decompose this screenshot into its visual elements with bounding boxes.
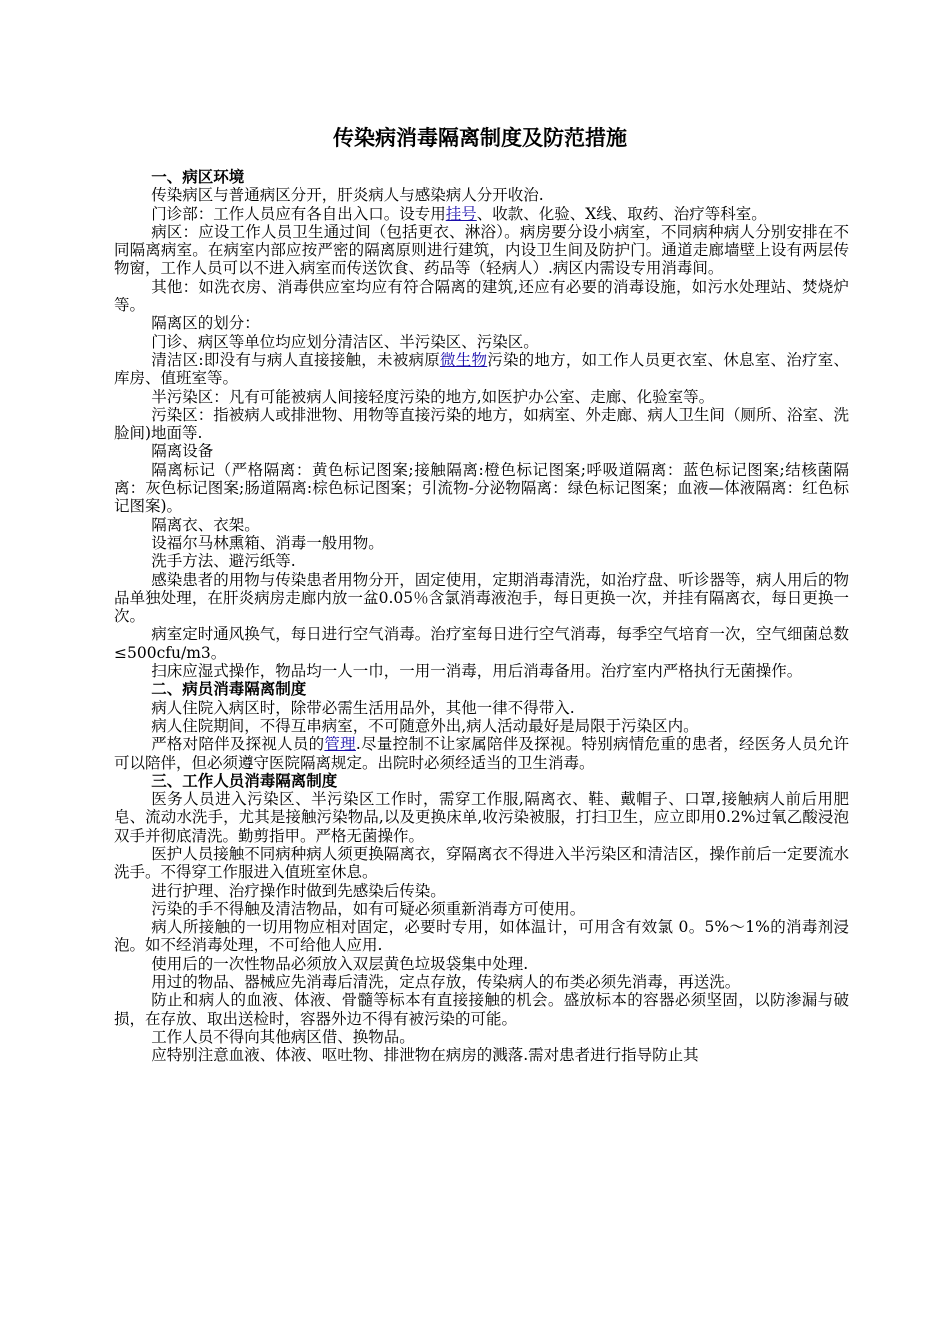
section-heading-staff-isolation: 三、工作人员消毒隔离制度 [151, 771, 338, 790]
paragraph: 污染区：指被病人或排泄物、用物等直接污染的地方，如病室、外走廊、病人卫生间（厕所、浴室、洗脸间)地面等. [114, 405, 849, 443]
paragraph: 半污染区：凡有可能被病人间接轻度污染的地方,如医护办公室、走廊、化验室等。 [151, 387, 715, 406]
paragraph: 用过的物品、器械应先消毒后清洗，定点存放，传染病人的布类必须先消毒，再送洗。 [151, 973, 741, 992]
document-title: 传染病消毒隔离制度及防范措施 [333, 126, 627, 150]
paragraph: 病室定时通风换气，每日进行空气消毒。治疗室每日进行空气消毒，每季空气培育一次，空气细菌总数≤500cfu/m3。 [114, 625, 849, 662]
paragraph: 工作人员不得向其他病区借、换物品。 [151, 1027, 415, 1046]
paragraph: 门诊部：工作人员应有各自出入口。设专用挂号、收款、化验、X线、取药、治疗等科室。 [151, 204, 767, 223]
paragraph: 感染患者的用物与传染患者用物分开，固定使用，定期消毒清洗，如治疗盘、听诊器等，病人用后的物品单独处理，在肝炎病房走廊内放一盆0.05％含氯消毒液泡手，每日更换一次，并挂有隔离衣，每日更换一次。 [114, 570, 849, 626]
paragraph: 使用后的一次性物品必须放入双层黄色垃圾袋集中处理. [151, 954, 529, 973]
paragraph: 隔离设备 [151, 442, 214, 461]
paragraph: 污染的手不得触及清洁物品，如有可疑必须重新消毒方可使用。 [151, 899, 586, 918]
paragraph: 防止和病人的血液、体液、骨髓等标本有直接接触的机会。盛放标本的容器必须坚固，以防渗漏与破损，在存放、取出送检时，容器外边不得有被污染的可能。 [114, 991, 849, 1028]
paragraph: 门诊、病区等单位均应划分清洁区、半污染区、污染区。 [151, 332, 539, 351]
paragraph: 隔离衣、衣架。 [151, 515, 260, 534]
section-heading-patient-isolation: 二、病员消毒隔离制度 [151, 680, 307, 699]
paragraph: 隔离区的划分： [151, 314, 260, 333]
section-heading-ward-environment: 一、病区环境 [151, 168, 245, 186]
paragraph: 医护人员接触不同病种病人须更换隔离衣，穿隔离衣不得进入半污染区和清洁区，操作前后一定要流水洗手。不得穿工作服进入值班室休息。 [114, 844, 849, 882]
paragraph: 进行护理、治疗操作时做到先感染后传染。 [151, 881, 446, 900]
paragraph: 其他：如洗衣房、消毒供应室均应有符合隔离的建筑,还应有必要的消毒设施，如污水处理站、焚烧炉等。 [114, 277, 849, 315]
paragraph: 传染病区与普通病区分开，肝炎病人与感染病人分开收治. [151, 186, 544, 205]
paragraph: 病人住院入病区时，除带必需生活用品外，其他一律不得带入. [151, 698, 575, 717]
paragraph: 医务人员进入污染区、半污染区工作时，需穿工作服,隔离衣、鞋、戴帽子、口罩,接触病人前后用肥皂、流动水洗手，尤其是接触污染物品,以及更换床单,收污染被服，打扫卫生，应立即用0.2%过氧乙酸浸泡双手并彻底清洗。勤剪指甲。严格无菌操作。 [114, 790, 849, 845]
paragraph: 隔离标记（严格隔离：黄色标记图案;接触隔离:橙色标记图案;呼吸道隔离：蓝色标记图案;结核菌隔离：灰色标记图案;肠道隔离:棕色标记图案；引流物-分泌物隔离：绿色标记图案；血液—体液隔离：红色标记图案)。 [114, 460, 849, 516]
paragraph: 设福尔马林熏箱、消毒一般用物。 [151, 533, 384, 552]
paragraph: 洗手方法、避污纸等. [151, 552, 296, 571]
document-body [114, 168, 849, 1065]
paragraph: 病人所接触的一切用物应相对固定，必要时专用，如体温计，可用含有效氯 0。5%～1%的消毒剂浸泡。如不经消毒处理，不可给他人应用. [114, 918, 849, 955]
paragraph: 病区：应设工作人员卫生通过间（包括更衣、淋浴）。病房要分设小病室，不同病种病人分别安排在不同隔离病室。在病室内部应按严密的隔离原则进行建筑，内设卫生间及防护门。通道走廊墙壁上设有两层传物窗，工作人员可以不进入病室而传送饮食、药品等（轻病人）.病区内需设专用消毒间。 [114, 222, 849, 278]
microorganism-link[interactable]: 微生物 [439, 350, 488, 369]
paragraph: 应特别注意血液、体液、呕吐物、排泄物在病房的溅落.需对患者进行指导防止其 [151, 1046, 699, 1065]
registration-link[interactable]: 挂号 [445, 204, 477, 223]
paragraph: 清洁区:即没有与病人直接接触，未被病原微生物污染的地方，如工作人员更衣室、休息室、治疗室、库房、值班室等。 [114, 350, 849, 388]
paragraph: 扫床应湿式操作，物品均一人一巾，一用一消毒，用后消毒备用。治疗室内严格执行无菌操作。 [151, 662, 803, 681]
paragraph: 病人住院期间，不得互串病室，不可随意外出,病人活动最好是局限于污染区内。 [151, 716, 699, 735]
management-link[interactable]: 管理 [324, 735, 356, 754]
paragraph: 严格对陪伴及探视人员的管理.尽量控制不让家属陪伴及探视。特别病情危重的患者，经医务人员允许可以陪伴，但必须遵守医院隔离规定。出院时必须经适当的卫生消毒。 [114, 735, 849, 772]
